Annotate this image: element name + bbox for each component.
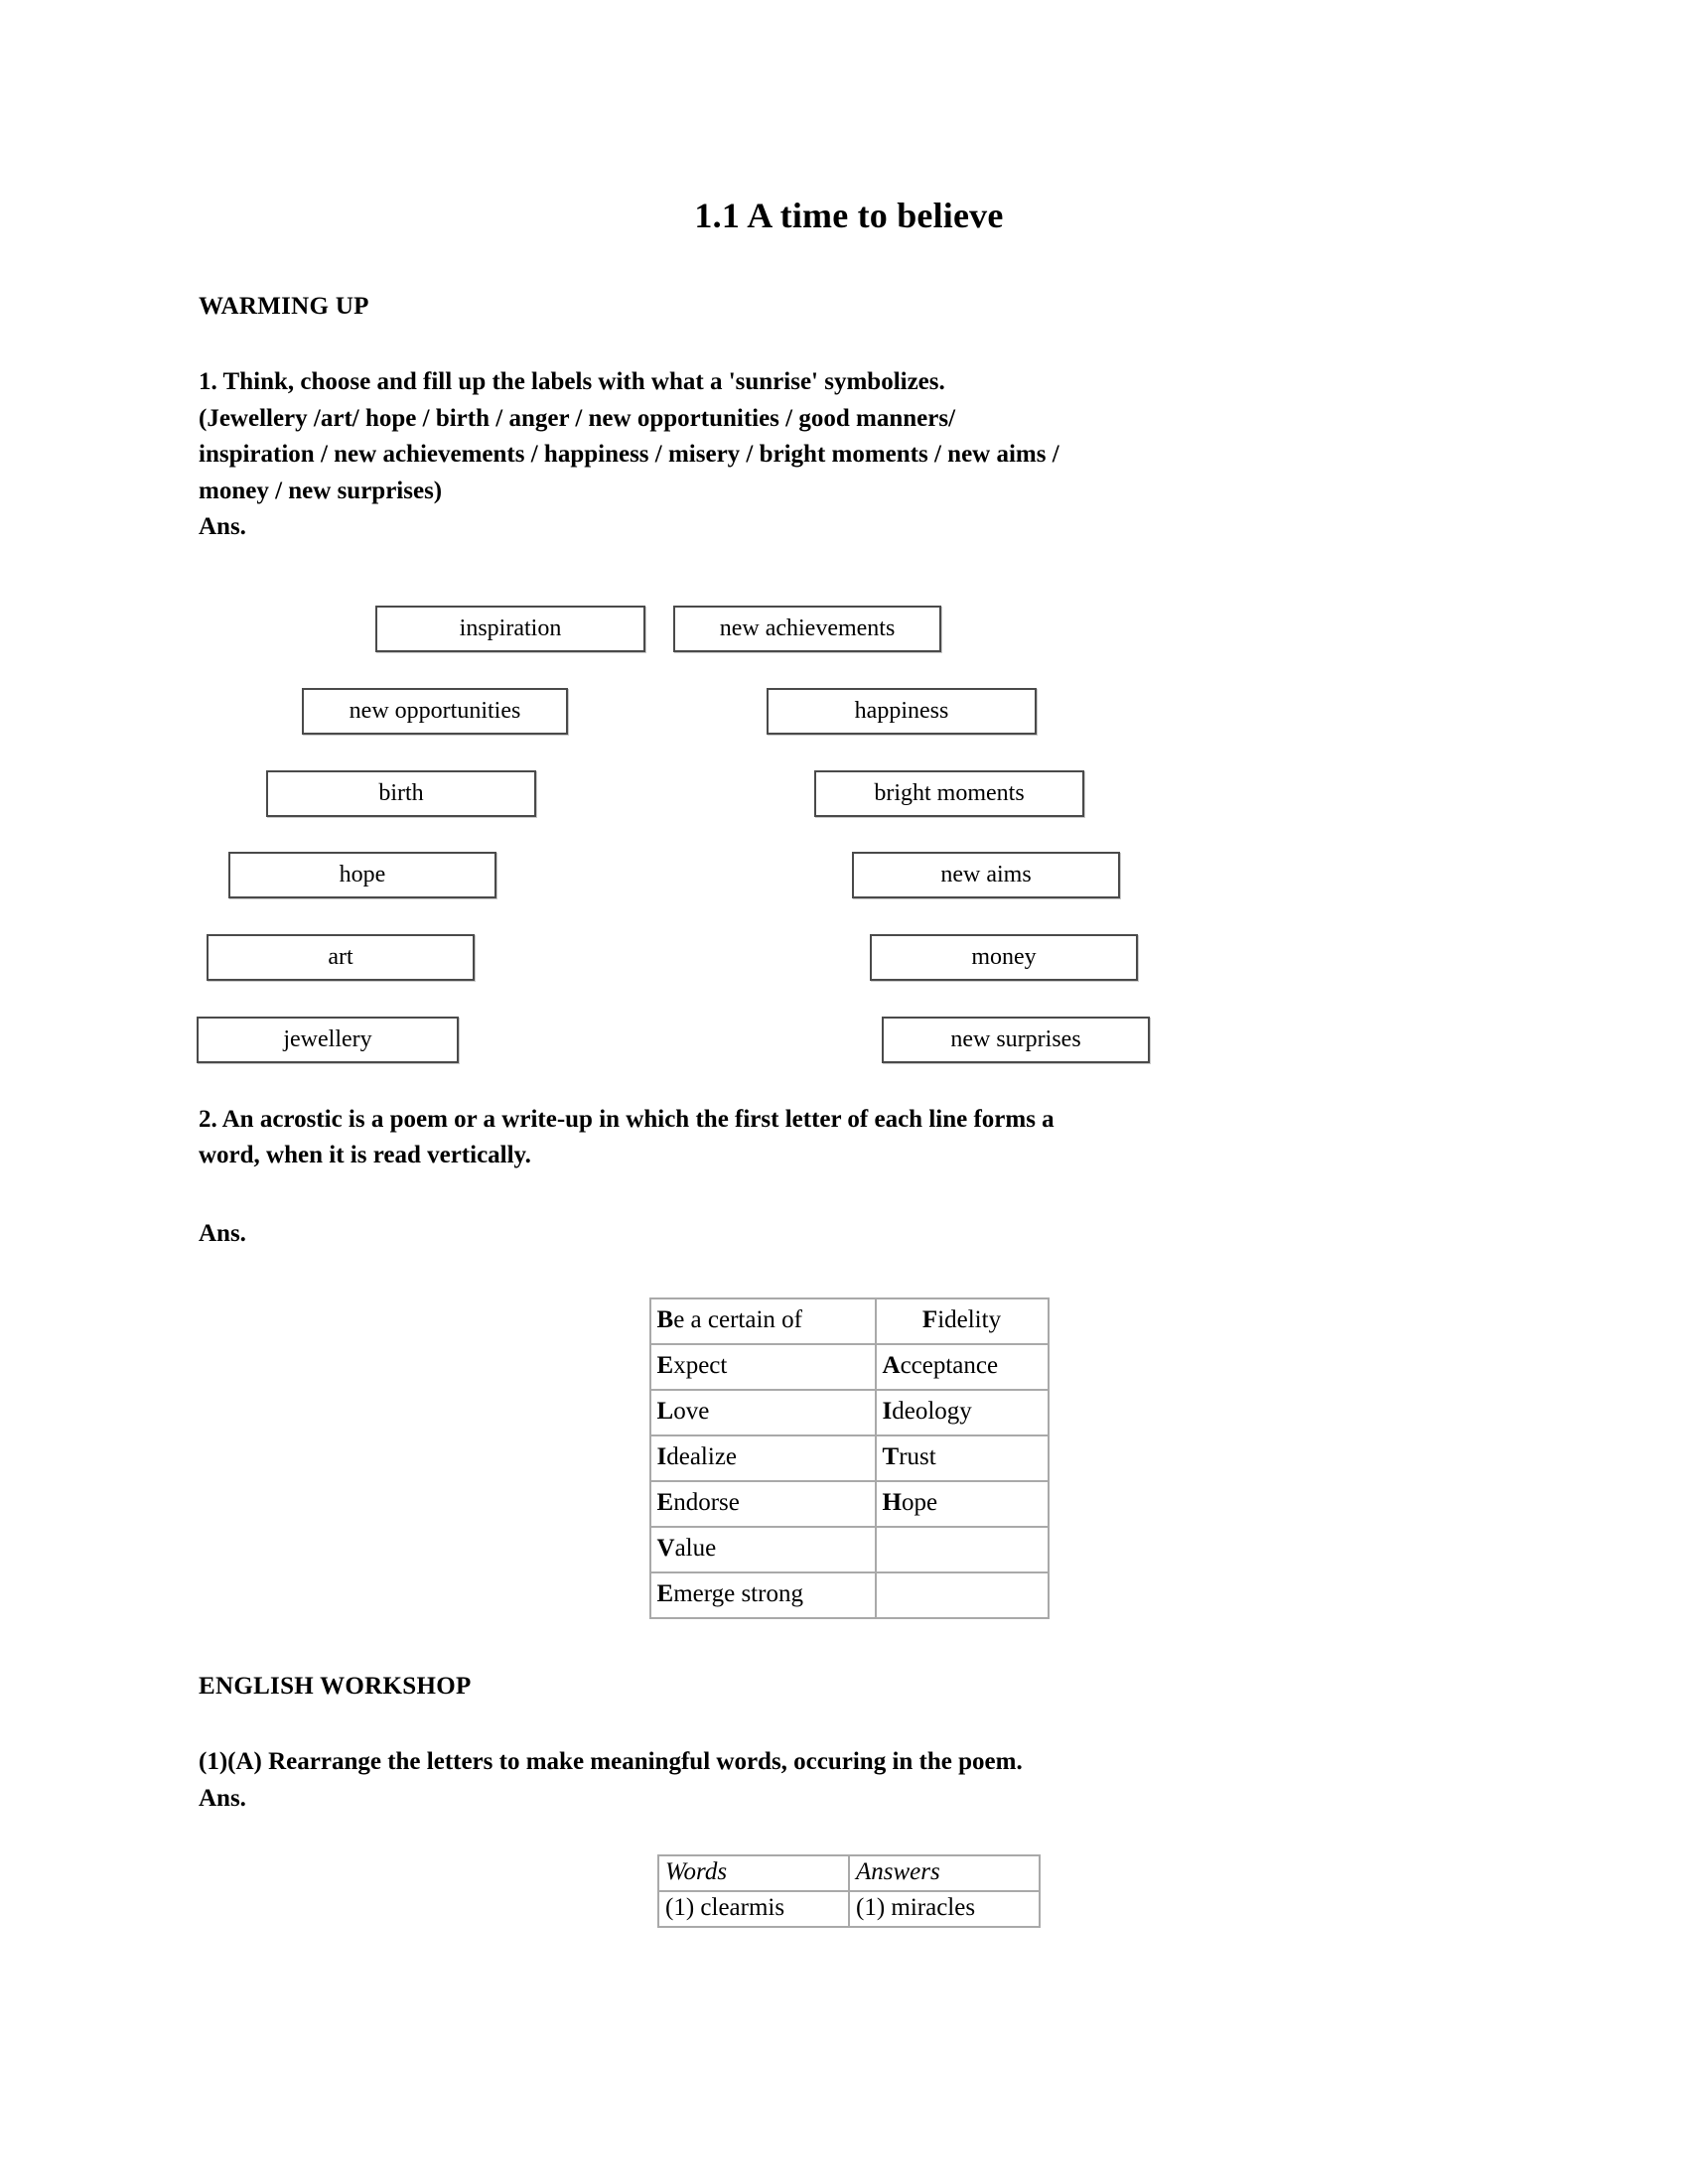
- workshop-question-1a-answer-label: Ans.: [199, 1784, 246, 1812]
- table-row: [650, 1435, 1049, 1481]
- words-answers-table-head: [658, 1855, 1040, 1891]
- section-heading-warming-up: WARMING UP: [199, 293, 369, 320]
- acrostic-table-body: [650, 1298, 1049, 1618]
- table-row: [650, 1572, 1049, 1618]
- acrostic-table: [649, 1297, 1050, 1619]
- label-box-new-aims: [852, 852, 1120, 898]
- acrostic-answer-rest: deology: [892, 1398, 972, 1425]
- label-text: bright moments: [874, 779, 1025, 806]
- label-box-jewellery: [197, 1017, 459, 1063]
- workshop-question-1a: [199, 1744, 1499, 1817]
- cell-word: (1) clearmis: [658, 1891, 849, 1927]
- acrostic-initial: L: [656, 1398, 674, 1425]
- label-text: happiness: [854, 697, 949, 724]
- label-box-birth: [266, 770, 536, 817]
- label-text: new aims: [940, 861, 1032, 887]
- acrostic-answer-initial: H: [882, 1489, 902, 1516]
- acrostic-cell-line: [650, 1572, 876, 1618]
- acrostic-initial: B: [656, 1306, 674, 1333]
- acrostic-answer-rest: rust: [899, 1443, 936, 1470]
- table-header-row: [658, 1855, 1040, 1891]
- label-text: birth: [378, 779, 424, 806]
- acrostic-rest: xpect: [673, 1352, 728, 1379]
- question-2-answer-label-wrap: [199, 1216, 1499, 1253]
- acrostic-rest: merge strong: [673, 1580, 803, 1607]
- sunrise-labels-diagram: [199, 584, 1499, 1052]
- acrostic-rest: ove: [673, 1398, 710, 1425]
- question-2-line-1: 2. An acrostic is a poem or a write-up in which the first letter of each line forms a: [199, 1105, 1055, 1133]
- acrostic-cell-line: [650, 1481, 876, 1527]
- acrostic-initial: I: [656, 1443, 667, 1470]
- acrostic-answer-rest: ope: [901, 1489, 938, 1516]
- label-box-new-achievements: [673, 606, 941, 652]
- label-box-hope: [228, 852, 496, 898]
- label-box-new-surprises: [882, 1017, 1150, 1063]
- acrostic-cell-answer: [876, 1435, 1049, 1481]
- acrostic-rest: e a certain of: [673, 1306, 802, 1333]
- table-row: [650, 1344, 1049, 1390]
- acrostic-rest: ndorse: [673, 1489, 740, 1516]
- label-text: new opportunities: [349, 697, 521, 724]
- column-header-answers: Answers: [849, 1855, 1040, 1891]
- acrostic-answer-rest: cceptance: [900, 1352, 999, 1379]
- acrostic-answer-initial: F: [921, 1306, 938, 1333]
- label-box-art: [207, 934, 475, 981]
- page-content: [199, 0, 1499, 1928]
- table-row: [650, 1298, 1049, 1344]
- label-box-new-opportunities: [302, 688, 568, 735]
- acrostic-answer-rest: idelity: [937, 1306, 1002, 1333]
- label-box-money: [870, 934, 1138, 981]
- acrostic-initial: E: [656, 1489, 674, 1516]
- label-text: money: [971, 943, 1037, 970]
- acrostic-cell-answer: [876, 1572, 1049, 1618]
- acrostic-cell-line: [650, 1435, 876, 1481]
- acrostic-answer-initial: A: [882, 1352, 901, 1379]
- table-row: [650, 1390, 1049, 1435]
- acrostic-cell-answer: [876, 1390, 1049, 1435]
- words-answers-table-body: [658, 1891, 1040, 1927]
- acrostic-cell-line: [650, 1344, 876, 1390]
- acrostic-cell-answer: [876, 1527, 1049, 1572]
- label-text: new achievements: [719, 614, 896, 641]
- acrostic-answer-initial: T: [882, 1443, 900, 1470]
- question-1-text: [199, 364, 1499, 546]
- label-box-bright-moments: [814, 770, 1084, 817]
- question-1-line-2: (Jewellery /art/ hope / birth / anger / new opportunities / good manners/: [199, 404, 956, 432]
- section-heading-english-workshop: ENGLISH WORKSHOP: [199, 1673, 472, 1700]
- label-text: inspiration: [459, 614, 562, 641]
- acrostic-cell-line: [650, 1527, 876, 1572]
- acrostic-cell-line: [650, 1298, 876, 1344]
- acrostic-answer-initial: I: [882, 1398, 893, 1425]
- label-box-happiness: [767, 688, 1037, 735]
- acrostic-cell-answer: [876, 1298, 1049, 1344]
- label-text: new surprises: [950, 1025, 1081, 1052]
- acrostic-initial: V: [656, 1535, 675, 1562]
- table-row: [658, 1891, 1040, 1927]
- column-header-words: Words: [658, 1855, 849, 1891]
- table-row: [650, 1527, 1049, 1572]
- label-text: hope: [339, 861, 386, 887]
- page-title: 1.1 A time to believe: [694, 196, 1004, 235]
- question-1-line-1: 1. Think, choose and fill up the labels with what a 'sunrise' symbolizes.: [199, 368, 945, 395]
- acrostic-cell-answer: [876, 1481, 1049, 1527]
- question-2-answer-label: Ans.: [199, 1219, 246, 1247]
- acrostic-initial: E: [656, 1580, 674, 1607]
- cell-answer: (1) miracles: [849, 1891, 1040, 1927]
- question-1-answer-label: Ans.: [199, 513, 246, 540]
- acrostic-rest: dealize: [666, 1443, 738, 1470]
- acrostic-table-wrapper: [199, 1297, 1499, 1619]
- question-2-line-2: word, when it is read vertically.: [199, 1142, 531, 1168]
- acrostic-rest: alue: [674, 1535, 717, 1562]
- label-text: art: [328, 943, 353, 970]
- label-box-inspiration: [375, 606, 645, 652]
- workshop-question-1a-prompt: (1)(A) Rearrange the letters to make meaningful words, occuring in the poem.: [199, 1748, 1023, 1775]
- table-row: [650, 1481, 1049, 1527]
- words-answers-table: [657, 1854, 1041, 1928]
- question-1-line-3: inspiration / new achievements / happiness / misery / bright moments / new aims /: [199, 441, 1059, 468]
- words-answers-table-wrapper: [199, 1854, 1499, 1928]
- acrostic-cell-line: [650, 1390, 876, 1435]
- question-1-line-4: money / new surprises): [199, 477, 443, 504]
- acrostic-cell-answer: [876, 1344, 1049, 1390]
- question-2-text: [199, 1102, 1499, 1174]
- label-text: jewellery: [283, 1025, 372, 1052]
- acrostic-initial: E: [656, 1352, 674, 1379]
